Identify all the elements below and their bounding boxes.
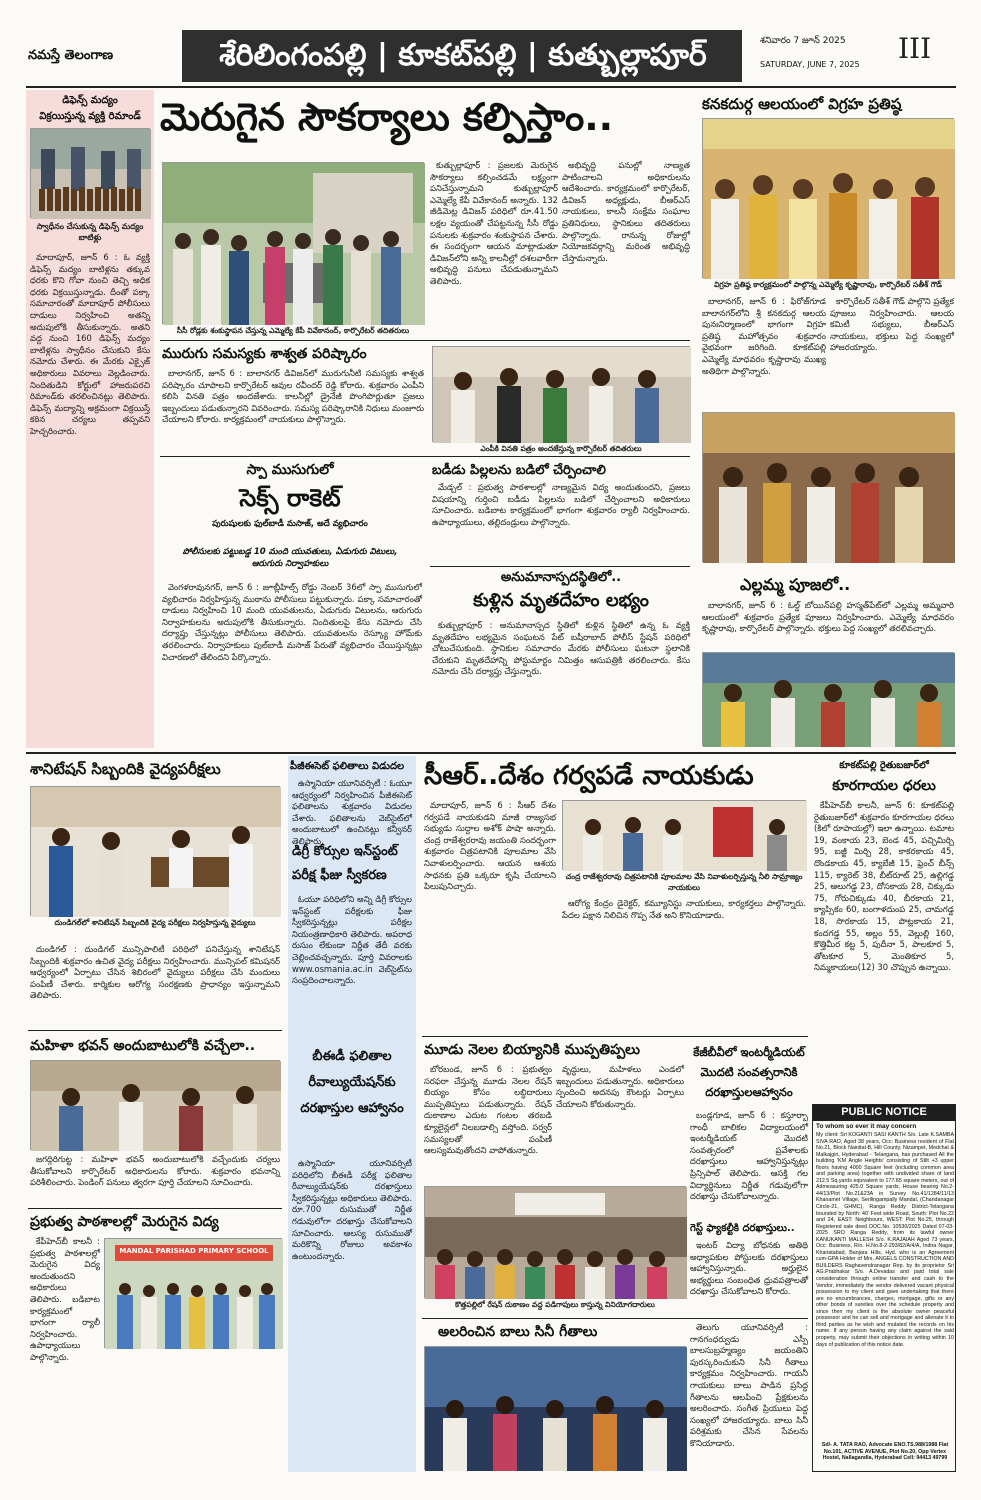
kanaka-body-col2 — [830, 296, 954, 408]
kcr-divider — [422, 1036, 808, 1037]
section-divider — [26, 752, 956, 754]
badi-body — [432, 482, 690, 564]
anu-kicker: అనుమానాస్పదస్థితిలో.. — [500, 570, 622, 585]
kcr-headline: సీఆర్..దేశం గర్వపడే నాయకుడు — [424, 761, 754, 791]
yellamma-body — [702, 600, 954, 650]
spa-body — [162, 582, 422, 742]
spa-headline: సెక్స్ రాకెట్ — [239, 484, 341, 512]
bed-headline: బీఈడీ ఫలితాల రీవాల్యుయేషన్‌కు దరఖాస్తుల ఆహ్వానం — [300, 1049, 404, 1116]
masthead — [0, 26, 981, 86]
kjbv-body-text: బండ్లగూడ, జూన్ 6 : కస్తూర్బా గాంధీ బాలికల విద్యాలయంలో ఇంటర్మీడియట్ మొదటి సంవత్సరంలో ప్రవేశాలకు దరఖాస్తులు ఆహ్వానిస్తున్నట్లు ప్రిన్సిపాల్ తెలిపారు. ఆసక్తి గల విద్యార్థినులు నిర్ణీత గడువులోగా దరఖాస్తు చేసుకోవాలన్నారు. — [690, 1110, 808, 1202]
mahila-headline: మహిళా భవన్ అందుబాటులోకి వచ్చేలా.. — [30, 1038, 256, 1054]
date-english: SATURDAY, JUNE 7, 2025 — [760, 60, 860, 69]
left-body-text: మాదాపూర్, జూన్ 6 : ఓ వ్యక్తి డిఫెన్స్ మద్యం బాటిళ్లను తక్కువ ధరకు కొని గోవా నుంచి తెచ్చి అధిక ధరకు విక్రయిస్తున్నాడు. దీంతో పక్కా సమాచారంతో మాదాపూర్ పోలీసులు దాడులు నిర్వహించి అతన్ని అదుపులోకి తీసుకున్నారు. అతని వద్ద నుంచి 160 డిఫెన్స్ మద్యం బాటిళ్లను స్వాధీనం చేసుకుని కేసు నమోదు చేశారు. ఈ మేరకు ఎక్సైజ్ అధికారులు వివరాలు వెల్లడించారు. నిందితుడిని కోర్టులో హాజరుపరచి రిమాండ్‌కు తరలించినట్లు తెలిపారు. డిఫెన్స్ మద్యాన్ని అక్రమంగా విక్రయిస్తే కఠిన చర్యలు తప్పవని హెచ్చరించారు. — [30, 252, 150, 436]
lead-divider — [160, 340, 690, 341]
bed-body-text: ఉస్మానియా యూనివర్సిటీ పరిధిలోని బీఈడీ పరీక్ష ఫలితాల రీవాల్యుయేషన్‌కు దరఖాస్తులు స్వీకరిస్తున్నట్లు అధికారులు తెలిపారు. రూ.700 రుసుముతో నిర్ణీత గడువులోగా దరఖాస్తు చేసుకోవాలని సూచించారు. ఆలస్య రుసుముతో మరికొన్ని రోజులు అవకాశం ఉంటుందన్నారు. — [292, 1158, 412, 1261]
balu-headline: అలరించిన బాలు సినీ గీతాలు — [438, 1324, 598, 1340]
public-notice-body: My client: Sri KOGANTI SASI KANTH S/o. Late K.SAMBA SIVA RAO, Aged 38 years, Occ: Business resident of Flat No.21, Block Nainital-B, Hill County, Nizampet, Medchal & Malkajgiri, Hyderabad - Telangana, has purchased All the building 'KM Angle Heights' consisting of Stilt +3 upper floors having 4000 Square feet (including common area and parking area) together with undivided share of land 212.5 Sq.yards equivalent to 177.65 square meters, out of Admeasuring 425.0 Square yards, House bearing No.2-44/13/Plot No.21&23A in Survey No.41/1284/11/13 Khanamet Village, Serilingampally Mandal, (Chandanagar Circle-21, GHMC), Ranga Reddy District-Telangana bounded by North: 40' Feet wide Road, South: Plot No.22 and 24, EAST: Neighbours, WEST: Plot No.25, through Registered sale deed DOC.No. 10530/2025 Dated 07-03-2025 SRO Ranga Reddy, from its lawful owner KANUKANTI MALLESH S/o. K.RAJAIAH Aged 73 years, Occ: Business, R/o. H.No.8-2-293/82/A/4/A, Indira Nagar, Khairatabad, Banjara Hills, Hyd. who is an Agreement cum-GPA Holder of Mrs. ANGELS CONSTRUCTION AND BUILDERS Raghavendranagar Rep. by its proprietor Sri AG.Prabhakar S/o. A.Devadas and paid total sale consideration through online transfer and cash to the Vendor, immediately the vendor delivered vacant physical possession to my client and gave undertaking that there are no encumbrances, charges, mortgage, gifts or any other bonds of sureties over the schedule property and since then my client is the absolute owner peaceful possessor and he can sell and mortgage and alienate it to third parties as he wish and mutated the records on his name. If any person having any claim against the said property, may submit their objections in writing within 10 days of publication of this notice date. — [816, 1132, 954, 1348]
kanaka-body-text-2: కార్పొరేటర్ సతీశ్ గౌడ్ పాల్గొని ప్రత్యేక పూజలు నిర్వహించారు. ఆలయ కమిటీ సభ్యులు, బీఆర్‌ఎస్ నాయకులు, భక్తులు పెద్ద సంఖ్యలో హాజరయ్యారు. — [830, 296, 954, 353]
moodu-body-text-1: బోరబండ, జూన్ 6 : ప్రభుత్వం సరఫరా చేస్తున్న మూడు నెలల రేషన్ బియ్యం కోసం లబ్ధిదారులు ముప్పతిప్పలు పడుతున్నారు. రేషన్ దుకాణాల ఎదుట గంటల తరబడి క్యూలైన్లలో నిలబడాల్సి వస్తోంది. సర్వర్ సమస్యలతో పంపిణీ ఆలస్యమవుతోందని వాపోతున్నారు. — [424, 1064, 552, 1156]
bed-body — [292, 1158, 412, 1468]
kanaka-body-text-1: బాలానగర్, జూన్ 6 : ఫిరోజ్‌గూడ బాలానగర్‌లోని శ్రీ కనకదుర్గ ఆలయ పునఃనిర్మాణంలో భాగంగా విగ్రహ ప్రతిష్ఠ మహోత్సవం శుక్రవారం వైభవంగా జరిగింది. కూకట్‌పల్లి ఎమ్మెల్యే మాధవరం కృష్ణారావు ముఖ్య అతిథిగా పాల్గొన్నారు. — [702, 296, 826, 376]
moodu-body-col2 — [556, 1064, 684, 1184]
murugu-divider — [160, 456, 690, 457]
pgecet-headline: పీజీఈసెట్ ఫలితాలు విడుదల — [290, 761, 405, 772]
left-kicker: డిఫెన్స్ మద్యం — [62, 95, 118, 106]
kjbv-headline: కేజీబీవీలో ఇంటర్మీడియట్ మొదటి సంవత్సరానికి దరఖాస్తులఆహ్వానం — [693, 1045, 805, 1099]
sanitation-photo — [30, 786, 280, 916]
murugu-photo — [432, 346, 690, 442]
spa-sub-1: పురుషులకు ఫుల్‌బాడీ మసాజ్, అదే వ్యభిచారం — [212, 519, 368, 529]
masthead-title: శేరిలింగంపల్లి | కూకట్‌పల్లి | కుత్బుల్లాపూర్ — [219, 38, 707, 73]
sanitation-caption: దుండిగల్‌లో శానిటేషన్ సిబ్బందికి వైద్య పరీక్షలు నిర్వహిస్తున్న వైద్యులు — [54, 918, 256, 927]
moodu-photo — [424, 1186, 686, 1298]
veg-body — [814, 800, 954, 1100]
degree-body-text: ఓయూ పరిధిలోని అన్ని డిగ్రీ కోర్సుల ఇన్‌స్టంట్ పరీక్షలకు ఫీజు స్వీకరిస్తున్నట్లు పరీక్షల నియంత్రణాధికారి తెలిపారు. అపరాధ రుసుం లేకుండా నిర్ణీత తేదీ వరకు చెల్లించవచ్చన్నారు. పూర్తి వివరాలకు www.osmania.ac.in వెబ్‌సైట్‌ను సంప్రదించాలన్నారు. — [292, 894, 412, 986]
mahila-divider — [28, 1208, 282, 1209]
veg-body-text: కేపీహెచ్‌బీ కాలనీ, జూన్ 6: కూకట్‌పల్లి రైతుబజార్‌లో శుక్రవారం కూరగాయల ధరలు (కిలో రూపాయల్లో) ఇలా ఉన్నాయి. టమాట 19, వంకాయ 23, బెండ 45, పచ్చిమిర్చి 95, బజ్జీ మిర్చి 28, కాకరకాయ 45, దొండకాయ 45, క్యాబేజీ 15, ఫ్రెంచ్ బీన్స్ 115, క్యారెట్ 38, బీట్‌రూట్ 25, ఉల్లిగడ్డ 25, ఆలుగడ్డ 23, దోసకాయ 28, చిక్కుడు 75, గోరుచిక్కుడు 40, బీరకాయ 21, క్యాప్సికం 60, బంగాళదుంప 25, చామగడ్డ 18, సొరకాయ 15, పొట్లకాయ 21, కందగడ్డ 55, అల్లం 55, వెల్లుల్లి 160, కొత్తిమీర కట్ట 5, పుదీనా 5, పాలకూర 5, తోటకూర 5, మెంతికూర 5, నిమ్మకాయలు(12) 30 చొప్పున ఉన్నాయి. — [814, 800, 954, 973]
public-notice-sign: Sd/- A. TATA RAO, Advocate ENO.TS.988/1988 Flat No.101, ACTIVE AVENUE, Plot No.20, Opp Vertex Hostel, Nallagandla, Hyderabad Cell: 94413 49799 — [821, 1442, 949, 1462]
moodu-headline: మూడు నెలల బియ్యానికి ముప్పతిప్పలు — [424, 1042, 640, 1058]
balu-body — [690, 1322, 808, 1472]
liquor-caption: స్వాధీనం చేసుకున్న డిఫెన్స్ మద్యం బాటిళ్లు — [36, 222, 144, 242]
kanaka-photo — [702, 118, 954, 278]
yellamma-headline: ఎల్లమ్మ పూజలో.. — [740, 575, 851, 594]
govt-photo — [104, 1238, 282, 1348]
mahila-photo — [30, 1060, 280, 1150]
masthead-rule — [26, 86, 956, 88]
lead-body-text-1: కుత్బుల్లాపూర్ : ప్రజలకు మెరుగైన సౌకర్యాలు కల్పించడమే లక్ష్యంగా పనిచేస్తున్నామని కుత్బుల్లాపూర్ ఎమ్మెల్యే కేపీ వివేకానంద్ అన్నారు. 132 జీడిమెట్ల డివిజన్ పరిధిలో రూ.41.50 లక్షల వ్యయంతో చేపట్టనున్న సీసీ రోడ్డు పనులకు శుక్రవారం శంకుస్థాపన చేశారు. ఈ సందర్భంగా ఆయన మాట్లాడుతూ డివిజన్‌లోని అన్ని కాలనీల్లో దశలవారీగా అభివృద్ధి పనులు చేపడుతున్నామని తెలిపారు. — [430, 160, 558, 286]
left-headline: విక్రయిస్తున్న వ్యక్తి రిమాండ్ — [39, 111, 141, 122]
page-number: III — [898, 32, 932, 65]
anu-body — [432, 620, 690, 742]
balu-photo — [424, 1346, 686, 1470]
moodu-caption: కొత్తపల్లిలో రేషన్ దుకాణం వద్ద పడిగాపులు కాస్తున్న వినియోగదారులు — [455, 1300, 655, 1309]
govt-body — [30, 1236, 100, 1472]
date-telugu: శనివారం 7 జూన్ 2025 — [760, 36, 846, 46]
sanitation-body-text: దుండిగల్ : దుండిగల్ మున్సిపాలిటీ పరిధిలో పనిచేస్తున్న శానిటేషన్ సిబ్బందికి శుక్రవారం ఉచిత వైద్య పరీక్షలు నిర్వహించారు. మున్సిపల్ కమిషనర్ ఆధ్వర్యంలో ఏర్పాటు చేసిన శిబిరంలో వైద్యులు పరీక్షలు చేసి మందులు పంపిణీ చేశారు. కార్మికుల ఆరోగ్య సంరక్షణకు ప్రాధాన్యం ఇస్తున్నామని తెలిపారు. — [30, 944, 280, 1001]
pgecet-body — [292, 778, 412, 846]
guest-headline: గెస్ట్ ఫ్యాకల్టీకి దరఖాస్తులు.. — [690, 1223, 795, 1234]
left-body — [30, 252, 150, 742]
anu-body-text: కుత్బుల్లాపూర్ : అనుమానాస్పద స్థితిలో కుళ్లిన స్థితిలో ఉన్న ఓ వ్యక్తి మృతదేహం లభ్యమైన సంఘటన పేట్ బషీరాబాద్ పోలీస్ స్టేషన్ పరిధిలో చోటుచేసుకుంది. స్థానికుల సమాచారం మేరకు పోలీసులు ఘటనా స్థలానికి చేరుకుని మృతదేహాన్ని పోస్టుమార్టం నిమిత్తం ఆసుపత్రికి తరలించారు. కేసు నమోదు చేసి దర్యాప్తు చేస్తున్నారు. — [432, 620, 690, 677]
kcr-body-col1 — [424, 800, 556, 1032]
govt-body-text: కేపీహెచ్‌బీ కాలనీ : ప్రభుత్వ పాఠశాలల్లో మెరుగైన విద్య అందుతుందని అధికారులు తెలిపారు. బడిబాట కార్యక్రమంలో భాగంగా ర్యాలీ నిర్వహించారు. ఉపాధ్యాయులు పాల్గొన్నారు. — [30, 1236, 100, 1362]
lead-body-col2 — [562, 160, 690, 332]
kcr-caption: చంద్ర రాజేశ్వరరావు చిత్రపటానికి పూలమాల వేసి నివాళులర్పిస్తున్న నీలి సామ్రాజ్యం నాయకులు — [565, 872, 803, 892]
kjbv-body — [690, 1110, 808, 1220]
murugu-body-text: బాలానగర్, జూన్ 6 : బాలానగర్ డివిజన్‌లో మురుగునీటి సమస్యకు శాశ్వత పరిష్కారం చూపాలని కార్పొరేటర్ ఆవుల రవీందర్ రెడ్డి కోరారు. శుక్రవారం ఎంపీని కలిసి వినతి పత్రం అందజేశారు. కాలనీల్లో డ్రైనేజీ పొంగిపొర్లుతూ ప్రజలు ఇబ్బందులు పడుతున్నారని వివరించారు. సమస్య పరిష్కారానికి నిధులు మంజూరు చేయాలని కోరారు. కార్యక్రమంలో నాయకులు పాల్గొన్నారు. — [162, 368, 424, 425]
kanaka-photo-2 — [702, 412, 954, 562]
badi-headline: బడీడు పిల్లలను బడిలో చేర్పించాలి — [432, 463, 606, 478]
guest-body-text: ఇంటర్ విద్యా బోధనకు అతిథి అధ్యాపకుల పోస్టులకు దరఖాస్తులు ఆహ్వానిస్తున్నారు. అర్హులైన అభ్యర్థులు సంబంధిత ధ్రువపత్రాలతో దరఖాస్తు చేసుకోవాలని కోరారు. — [690, 1240, 808, 1297]
yellamma-photo — [702, 652, 954, 746]
anu-headline: కుళ్లిన మృతదేహం లభ్యం — [473, 590, 649, 611]
murugu-caption: ఎంపీకి వినతి పత్రం అందజేస్తున్న కార్పొరేటర్ తదితరులు — [480, 444, 642, 453]
badi-divider — [430, 566, 690, 567]
kcr-photo — [562, 800, 806, 870]
murugu-headline: మురుగు సమస్యకు శాశ్వత పరిష్కారం — [162, 346, 367, 362]
degree-headline: డిగ్రీ కోర్సుల ఇన్‌స్టంట్ పరీక్ష ఫీజు స్వీకరణ — [292, 844, 398, 883]
mahila-body-text: జగద్గిరిగుట్ట : మహిళా భవన్ అందుబాటులోకి వచ్చేందుకు చర్యలు తీసుకోవాలని కార్పొరేటర్ అధికారులను కోరారు. శుక్రవారం భవనాన్ని పరిశీలించారు. పెండింగ్ పనులు త్వరగా పూర్తి చేయాలని సూచించారు. — [30, 1154, 280, 1188]
spa-body-text: వెంగళరావునగర్, జూన్ 6 : జూబ్లీహిల్స్ రోడ్డు నెంబర్ 36లో స్పా ముసుగులో వ్యభిచారం నిర్వహిస్తున్న ముఠాను పోలీసులు పట్టుకున్నారు. పక్కా సమాచారంతో దాడులు నిర్వహించి 10 మంది యువతులను, ఏడుగురు విటులను, ఆరుగురు నిర్వాహకులను అదుపులోకి తీసుకున్నారు. నిందితులపై కేసు నమోదు చేసి దర్యాప్తు చేస్తున్నట్లు పోలీసులు తెలిపారు. యువతులను రెస్క్యూ హోమ్‌కు తరలించారు. నిర్వాహకులు పుల్‌బాడీ మసాజ్ పేరుతో వ్యభిచారం చేయిస్తున్నట్లు విచారణలో తేలిందని పేర్కొన్నారు. — [162, 582, 422, 662]
kanaka-body-col1 — [702, 296, 826, 408]
veg-headline: కూరగాయల ధరలు — [832, 778, 936, 794]
pgecet-body-text: ఉస్మానియా యూనివర్సిటీ : ఓయూ ఆధ్వర్యంలో నిర్వహించిన పీజీఈసెట్ ఫలితాలను శుక్రవారం విడుదల చేశారు. ఫలితాలను వెబ్‌సైట్‌లో అందుబాటులో ఉంచినట్లు కన్వీనర్ తెలిపారు. — [292, 778, 412, 846]
moodu-bottom-divider — [422, 1318, 808, 1319]
kcr-body-text-2: ఆరోగ్య కేంద్రం డైరెక్టర్, కమ్యూనిస్టు నాయకులు, కార్యకర్తలు పాల్గొన్నారు. పేదల పక్షాన నిలిచిన గొప్ప నేత అని కొనియాడారు. — [562, 898, 806, 920]
veg-kicker: కూకట్‌పల్లి రైతుబజార్‌లో — [839, 760, 929, 771]
lead-caption: సీసీ రోడ్లకు శంకుస్థాపన చేస్తున్న ఎమ్మెల్యే కేపీ వివేకానంద్, కార్పొరేటర్ తదితరులు — [176, 326, 410, 335]
sanitation-divider — [28, 1030, 282, 1031]
kanaka-headline: కనకదుర్గ ఆలయంలో విగ్రహ ప్రతిష్ఠ — [702, 95, 902, 113]
govt-headline: ప్రభుత్వ పాఠశాలల్లో మెరుగైన విద్య — [30, 1214, 219, 1230]
balu-body-text: తెలుగు యూనివర్సిటీ : గానగంధర్వుడు ఎస్పీ బాలసుబ్రహ్మణ్యం జయంతిని పురస్కరించుకుని సినీ గీతాలు కార్యక్రమం నిర్వహించారు. గాయనీ గాయకులు బాలు పాడిన ప్రసిద్ధ గీతాలను ఆలపించి ప్రేక్షకులను అలరించారు. సంగీత ప్రియులు పెద్ద సంఖ్యలో హాజరయ్యారు. బాలు సినీ పరిశ్రమకు చేసిన సేవలను కొనియాడారు. — [690, 1322, 808, 1448]
degree-body — [292, 894, 412, 1044]
liquor-photo — [30, 128, 150, 218]
lead-body-col1 — [430, 160, 558, 332]
lead-photo — [162, 162, 424, 324]
public-notice-sub: To whom so ever it may concern — [816, 1123, 917, 1130]
sanitation-headline: శానిటేషన్ సిబ్బందికి వైద్యపరీక్షలు — [30, 760, 221, 778]
sanitation-body — [30, 944, 280, 1026]
kcr-body-col2 — [562, 898, 806, 1032]
public-notice-title: PUBLIC NOTICE — [841, 1106, 927, 1118]
mahila-body — [30, 1154, 280, 1204]
spa-kicker: స్పా ముసుగులో — [246, 462, 334, 478]
moodu-body-col1 — [424, 1064, 552, 1184]
brand-name: నమస్తే తెలంగాణ — [28, 48, 114, 63]
kanaka-caption: విగ్రహ ప్రతిష్ఠ కార్యక్రమంలో పాల్గొన్న ఎమ్మెల్యే కృష్ణారావు, కార్పొరేటర్ సతీశ్ గౌడ్ — [714, 280, 942, 289]
badi-body-text: మేడ్చల్ : ప్రభుత్వ పాఠశాలల్లో నాణ్యమైన విద్య అందుతుందని, ప్రజలు విషయాన్ని గుర్తించి బడీడు పిల్లలను బడిలో చేర్పించాలని అధికారులు సూచించారు. బడిబాట కార్యక్రమంలో భాగంగా శుక్రవారం ర్యాలీ నిర్వహించారు. ఉపాధ్యాయులు, తల్లిదండ్రులు పాల్గొన్నారు. — [432, 482, 690, 527]
murugu-body — [162, 368, 424, 448]
kcr-body-text-1: మాదాపూర్, జూన్ 6 : సీఆర్ దేశం గర్వపడే నాయకుడని మాజీ రాజ్యసభ సభ్యుడు సుద్దాల అశోక్ పాషా అన్నారు. చంద్ర రాజేశ్వరరావు జయంతి సందర్భంగా శుక్రవారం చిత్రపటానికి పూలమాల వేసి నివాళులర్పించారు. ఆయన ఆశయ సాధనకు ప్రతి ఒక్కరూ కృషి చేయాలని పిలుపునిచ్చారు. — [424, 800, 556, 892]
yellamma-body-text: బాలానగర్, జూన్ 6 : ఓల్డ్ బోయిన్‌పల్లి హస్మత్‌పేట్‌లో ఎల్లమ్మ అమ్మవారి ఆలయంలో శుక్రవారం ప్రత్యేక పూజలు నిర్వహించారు. ఎమ్మెల్యే మాధవరం కృష్ణారావు, కార్పొరేటర్ పాల్గొన్నారు. భక్తులు పెద్ద సంఖ్యలో తరలివచ్చారు. — [702, 600, 954, 634]
lead-headline: మెరుగైన సౌకర్యాలు కల్పిస్తాం.. — [160, 95, 614, 139]
spa-sub-2: పోలీసులకు పట్టుబడ్డ 10 మంది యువతులు, ఏడుగురు విటులు, ఆరుగురు నిర్వాహకులు — [182, 547, 398, 569]
school-board-text: MANDAL PARISHAD PRIMARY SCHOOL — [119, 1247, 269, 1255]
moodu-body-text-2: వృద్ధులు, మహిళలు ఎండలో ఇబ్బందులు పడుతున్నారు. అధికారులు స్పందించి అదనపు కౌంటర్లు ఏర్పాటు చేయాలని కోరుతున్నారు. — [556, 1064, 684, 1109]
lead-body-text-2: అభివృద్ధి పనుల్లో నాణ్యత పాటించాలని అధికారులను ఆదేశించారు. కార్యక్రమంలో కార్పొరేటర్, డివిజన్ అధ్యక్షుడు, బీఆర్‌ఎస్ నాయకులు, కాలనీ సంక్షేమ సంఘాల ప్రతినిధులు, స్థానికులు తదితరులు పాల్గొన్నారు. రానున్న రోజుల్లో నియోజకవర్గాన్ని మరింత అభివృద్ధి చేస్తామన్నారు. — [562, 160, 690, 263]
guest-body — [690, 1240, 808, 1314]
